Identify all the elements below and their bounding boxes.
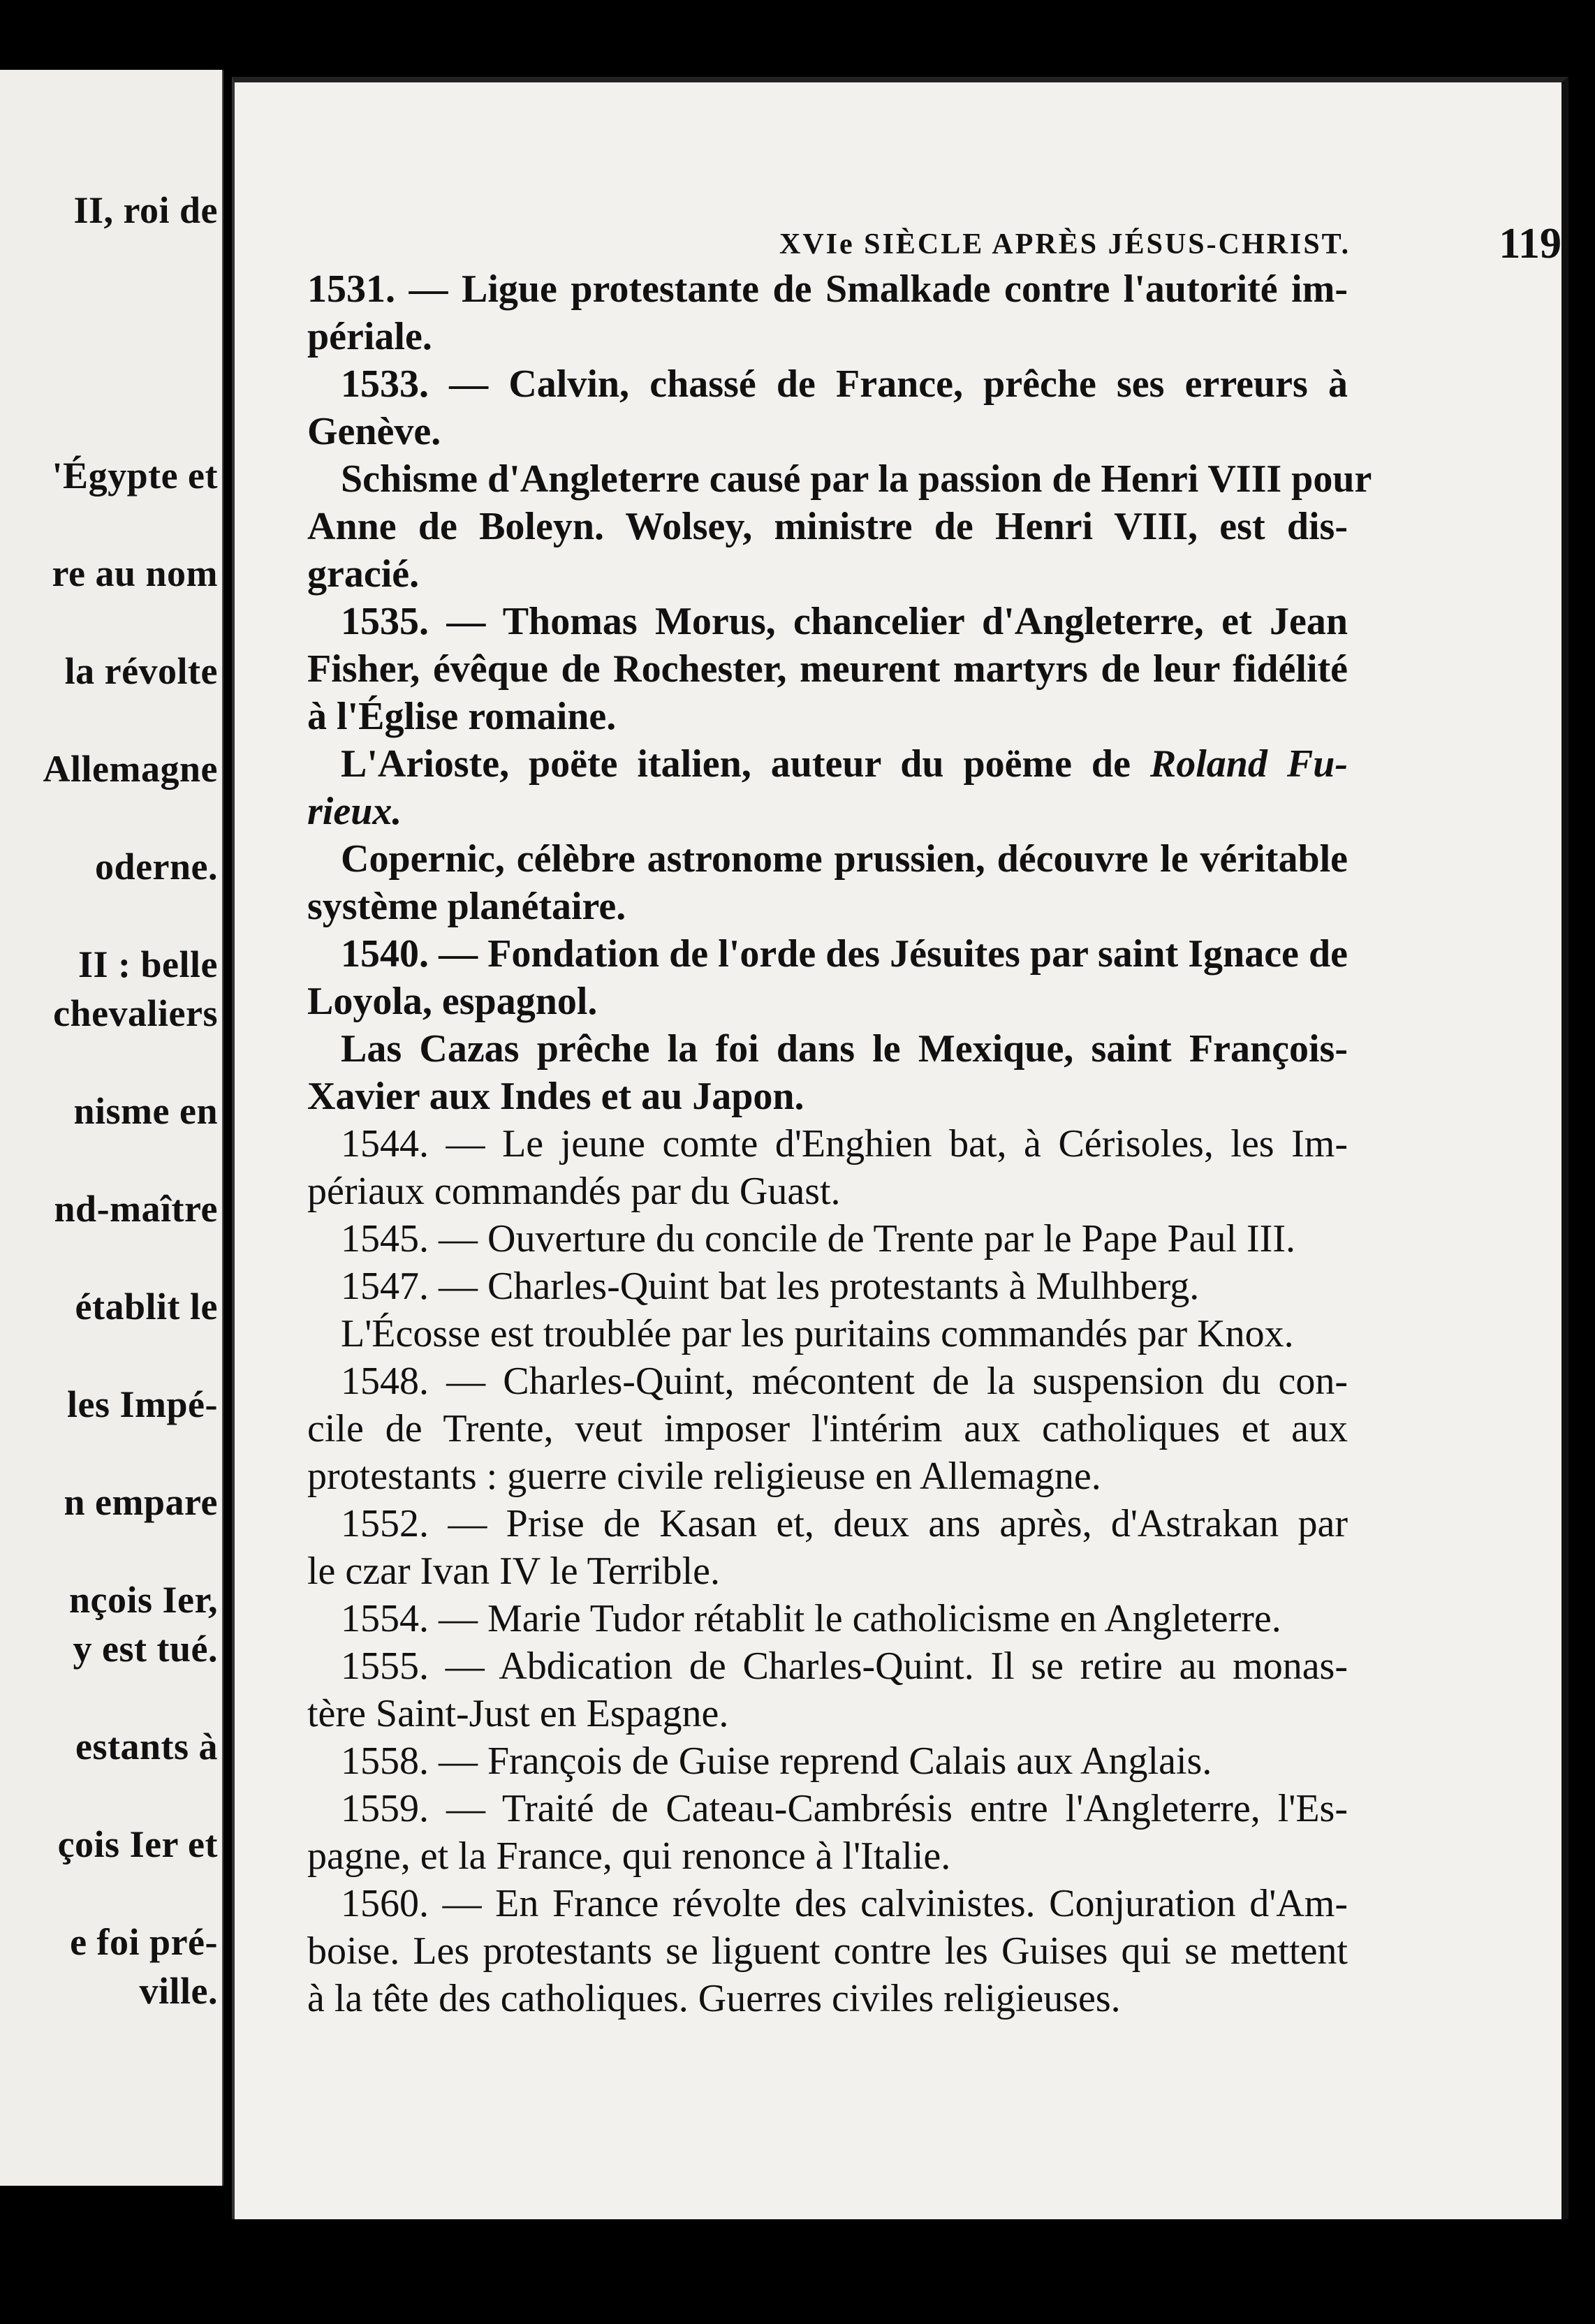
text-line [307, 455, 1372, 503]
left-page-line: II, roi de [73, 189, 218, 231]
left-page-line: n empare [64, 1481, 218, 1523]
text-line-content: 1552. — Prise de Kasan et, deux ans après, d'Astrakan par [341, 1502, 1348, 1545]
text-line-content: 1545. — Ouverture du concile de Trente par le Pape Paul III. [341, 1217, 1295, 1260]
text-line [307, 1358, 1348, 1405]
text-line-content: 1531. — Ligue protestante de Smalkade contre l'autorité im- [307, 267, 1348, 311]
text-line-content: à l'Église romaine. [307, 695, 617, 738]
left-page-line: Allemagne [43, 748, 218, 790]
text-line-content: périale. [307, 315, 432, 358]
text-line [307, 835, 1348, 883]
text-line-content: 1547. — Charles-Quint bat les protestants à Mulhberg. [341, 1265, 1200, 1308]
left-page-line: la révolte [64, 650, 218, 692]
left-page-line: nd-maître [54, 1188, 218, 1230]
text-line [307, 408, 1348, 455]
left-page-line: nisme en [73, 1090, 218, 1132]
text-line [307, 978, 1348, 1025]
text-line-content: Schisme d'Angleterre causé par la passion de Henri VIII pour [341, 457, 1372, 501]
text-line-content: système planétaire. [307, 885, 626, 928]
left-page-line: ville. [139, 1970, 218, 2012]
text-line-content: 1533. — Calvin, chassé de France, prêche ses erreurs à [341, 362, 1348, 406]
left-page-line: çois Ier et [57, 1823, 218, 1865]
text-line-content: 1558. — François de Guise reprend Calais aux Anglais. [341, 1740, 1212, 1783]
text-line-content: Copernic, célèbre astronome prussien, découvre le véritable [341, 837, 1348, 881]
text-line [307, 1880, 1348, 1927]
text-line-content: Anne de Boleyn. Wolsey, ministre de Henri VIII, est dis- [307, 505, 1348, 548]
text-line [307, 693, 1348, 740]
text-line [307, 740, 1348, 788]
text-line [307, 598, 1348, 645]
text-line [307, 788, 1348, 835]
left-page-line: nçois Ier, [68, 1579, 218, 1621]
left-page-line: y est tué. [73, 1628, 218, 1670]
text-line-content: pagne, et la France, qui renonce à l'Italie. [307, 1834, 951, 1878]
text-line [307, 1263, 1348, 1310]
text-line-content: 1535. — Thomas Morus, chancelier d'Angleterre, et Jean [341, 600, 1348, 643]
left-page-line: re au nom [52, 552, 218, 594]
text-line [307, 1500, 1348, 1547]
text-line-content: 1548. — Charles-Quint, mécontent de la suspension du con- [341, 1360, 1348, 1403]
text-line [307, 1215, 1348, 1263]
text-line [307, 645, 1348, 693]
text-line-content: Genève. [307, 410, 441, 453]
text-line-content: 1540. — Fondation de l'orde des Jésuites par saint Ignace de [341, 932, 1348, 976]
text-line [307, 1168, 1348, 1215]
text-line-content: L'Écosse est troublée par les puritains commandés par Knox. [341, 1312, 1294, 1355]
text-line [307, 1025, 1348, 1073]
text-line-content: tère Saint-Just en Espagne. [307, 1692, 729, 1735]
left-page-line: oderne. [95, 846, 218, 888]
left-page-line: chevaliers [53, 992, 218, 1034]
text-line [307, 1120, 1348, 1168]
text-line-content: Fisher, évêque de Rochester, meurent martyrs de leur fidélité [307, 647, 1348, 691]
text-line-content: périaux commandés par du Guast. [307, 1170, 841, 1213]
text-line [307, 360, 1348, 408]
text-line-content: le czar Ivan IV le Terrible. [307, 1550, 721, 1593]
text-line [307, 1927, 1348, 1975]
text-line [307, 1073, 1348, 1120]
text-line-content: Xavier aux Indes et au Japon. [307, 1075, 804, 1118]
text-line-content: cile de Trente, veut imposer l'intérim aux catholiques et aux [307, 1407, 1348, 1450]
left-page-line: 'Égypte et [52, 455, 218, 497]
text-line [307, 883, 1348, 930]
text-line [307, 1405, 1348, 1452]
running-head [521, 219, 1561, 268]
running-head-title: XVIe SIÈCLE APRÈS JÉSUS-CHRIST. [779, 228, 1351, 260]
italic-title: rieux. [307, 790, 402, 833]
text-line-content: boise. Les protestants se liguent contre les Guises qui se mettent [307, 1929, 1348, 1973]
text-line [307, 1595, 1348, 1642]
text-line [307, 1310, 1348, 1358]
text-line [307, 930, 1348, 978]
text-line-content: protestants : guerre civile religieuse en Allemagne. [307, 1455, 1101, 1498]
text-line-content: L'Arioste, poëte italien, auteur du poëme de [341, 742, 1131, 786]
text-line [307, 313, 1348, 360]
text-line [307, 503, 1348, 550]
text-line [307, 265, 1348, 313]
left-page-line: II : belle [78, 943, 218, 985]
text-line [307, 550, 1348, 598]
text-line-content: 1544. — Le jeune comte d'Enghien bat, à Cérisoles, les Im- [341, 1122, 1348, 1165]
text-line-content: gracié. [307, 552, 420, 596]
text-line-content: 1554. — Marie Tudor rétablit le catholicisme en Angleterre. [341, 1597, 1281, 1640]
text-line-content: Las Cazas prêche la foi dans le Mexique, saint François- [341, 1027, 1348, 1071]
text-line [307, 1832, 1348, 1880]
text-line-content: Loyola, espagnol. [307, 980, 598, 1023]
text-line [307, 1690, 1348, 1737]
text-line [307, 1452, 1348, 1500]
text-line [307, 1785, 1348, 1832]
italic-title: Roland Fu- [1149, 742, 1348, 786]
text-line-content: 1560. — En France révolte des calvinistes. Conjuration d'Am- [341, 1882, 1348, 1925]
left-page-line: établit le [75, 1286, 218, 1328]
text-line-content: 1555. — Abdication de Charles-Quint. Il se retire au monas- [341, 1645, 1348, 1688]
left-facing-page [0, 70, 223, 2186]
text-line [307, 1975, 1348, 2022]
page-body-text [307, 265, 1372, 2022]
left-page-line: les Impé- [67, 1383, 218, 1425]
text-line [307, 1642, 1348, 1690]
text-line-content: 1559. — Traité de Cateau-Cambrésis entre l'Angleterre, l'Es- [341, 1787, 1348, 1830]
page-number: 119 [1499, 220, 1561, 267]
left-page-line: estants à [75, 1726, 218, 1767]
text-line [307, 1547, 1348, 1595]
text-line [307, 1737, 1348, 1785]
left-page-line: e foi pré- [70, 1921, 218, 1963]
text-line-content: à la tête des catholiques. Guerres civiles religieuses. [307, 1977, 1121, 2020]
